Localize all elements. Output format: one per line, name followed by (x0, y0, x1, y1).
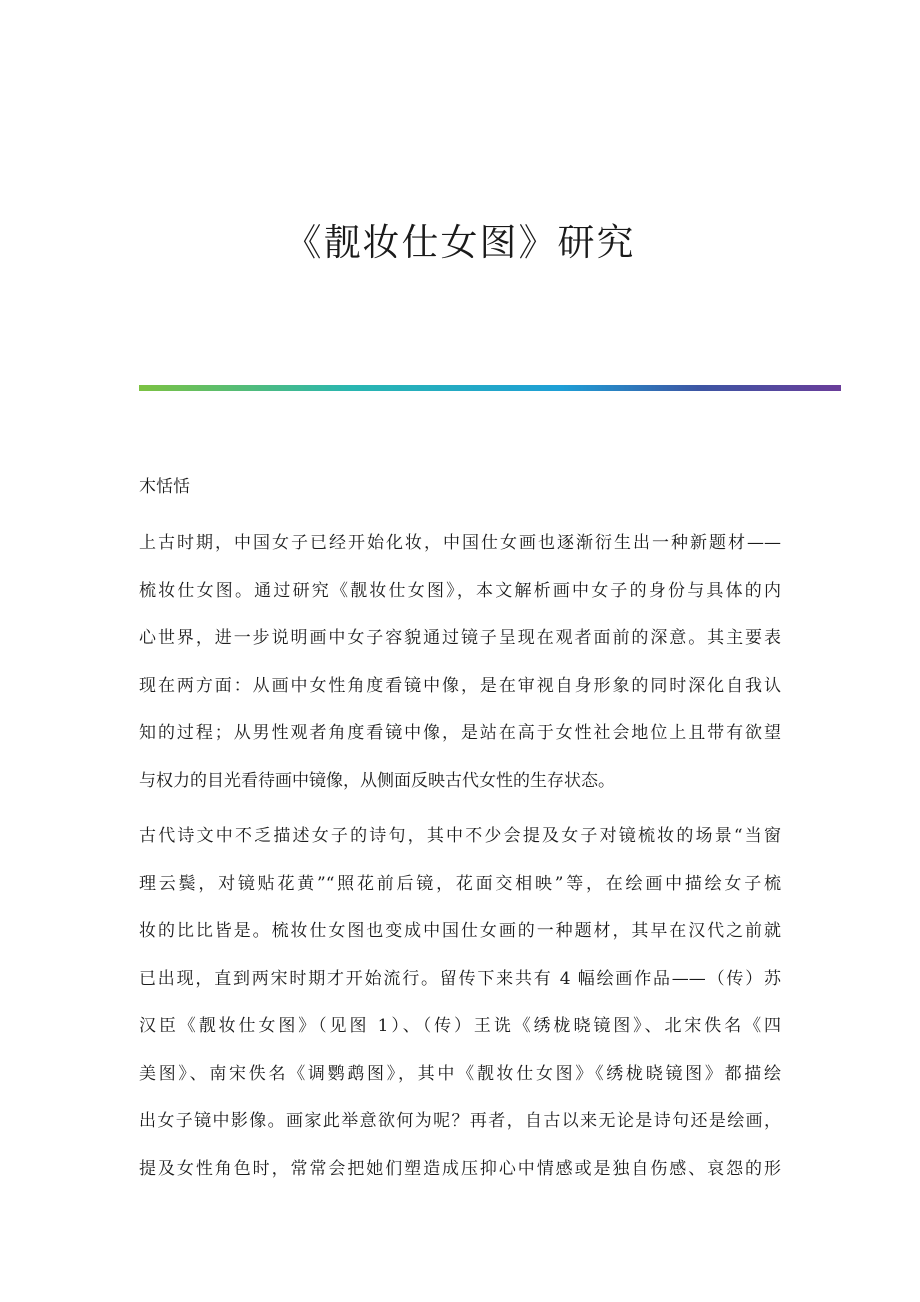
text-line: 知的过程；从男性观者角度看镜中像，是站在高于女性社会地位上且带有欲望 (139, 723, 781, 743)
text-line: 出女子镜中影像。画家此举意欲何为呢？再者，自古以来无论是诗句还是绘画， (139, 1111, 781, 1131)
text-line: 与权力的目光看待画中镜像，从侧面反映古代女性的生存状态。 (139, 770, 615, 791)
body-paragraph (139, 813, 781, 1193)
body-text (139, 520, 781, 1201)
text-line: 美图》、南宋佚名《调鹦鹉图》，其中《靓妆仕女图》《绣栊晓镜图》都描绘 (139, 1063, 781, 1084)
text-line: 梳妆仕女图。通过研究《靓妆仕女图》，本文解析画中女子的身份与具体的内 (139, 580, 781, 601)
text-line: 心世界，进一步说明画中女子容貌通过镜子呈现在观者面前的深意。其主要表 (139, 628, 781, 648)
text-line: 汉臣《靓妆仕女图》（见图 1）、（传）王诜《绣栊晓镜图》、北宋佚名《四 (139, 1016, 781, 1036)
text-line: 已出现，直到两宋时期才开始流行。留传下来共有 4 幅绘画作品——（传）苏 (139, 968, 781, 989)
text-line: 妆的比比皆是。梳妆仕女图也变成中国仕女画的一种题材，其早在汉代之前就 (139, 921, 781, 941)
abstract-paragraph (139, 520, 781, 805)
text-line: 提及女性角色时，常常会把她们塑造成压抑心中情感或是独自伤感、哀怨的形 (139, 1158, 781, 1179)
title-divider (139, 385, 841, 391)
text-line: 理云鬓，对镜贴花黄”“照花前后镜，花面交相映”等，在绘画中描绘女子梳 (139, 873, 781, 894)
text-line: 上古时期，中国女子已经开始化妆，中国仕女画也逐渐衍生出一种新题材—— (139, 533, 781, 553)
text-line: 古代诗文中不乏描述女子的诗句，其中不少会提及女子对镜梳妆的场景“当窗 (139, 826, 781, 846)
text-line: 现在两方面：从画中女性角度看镜中像，是在审视自身形象的同时深化自我认 (139, 675, 781, 696)
document-title: 《靓妆仕女图》研究 (284, 221, 636, 264)
author-name: 木恬恬 (139, 477, 190, 497)
